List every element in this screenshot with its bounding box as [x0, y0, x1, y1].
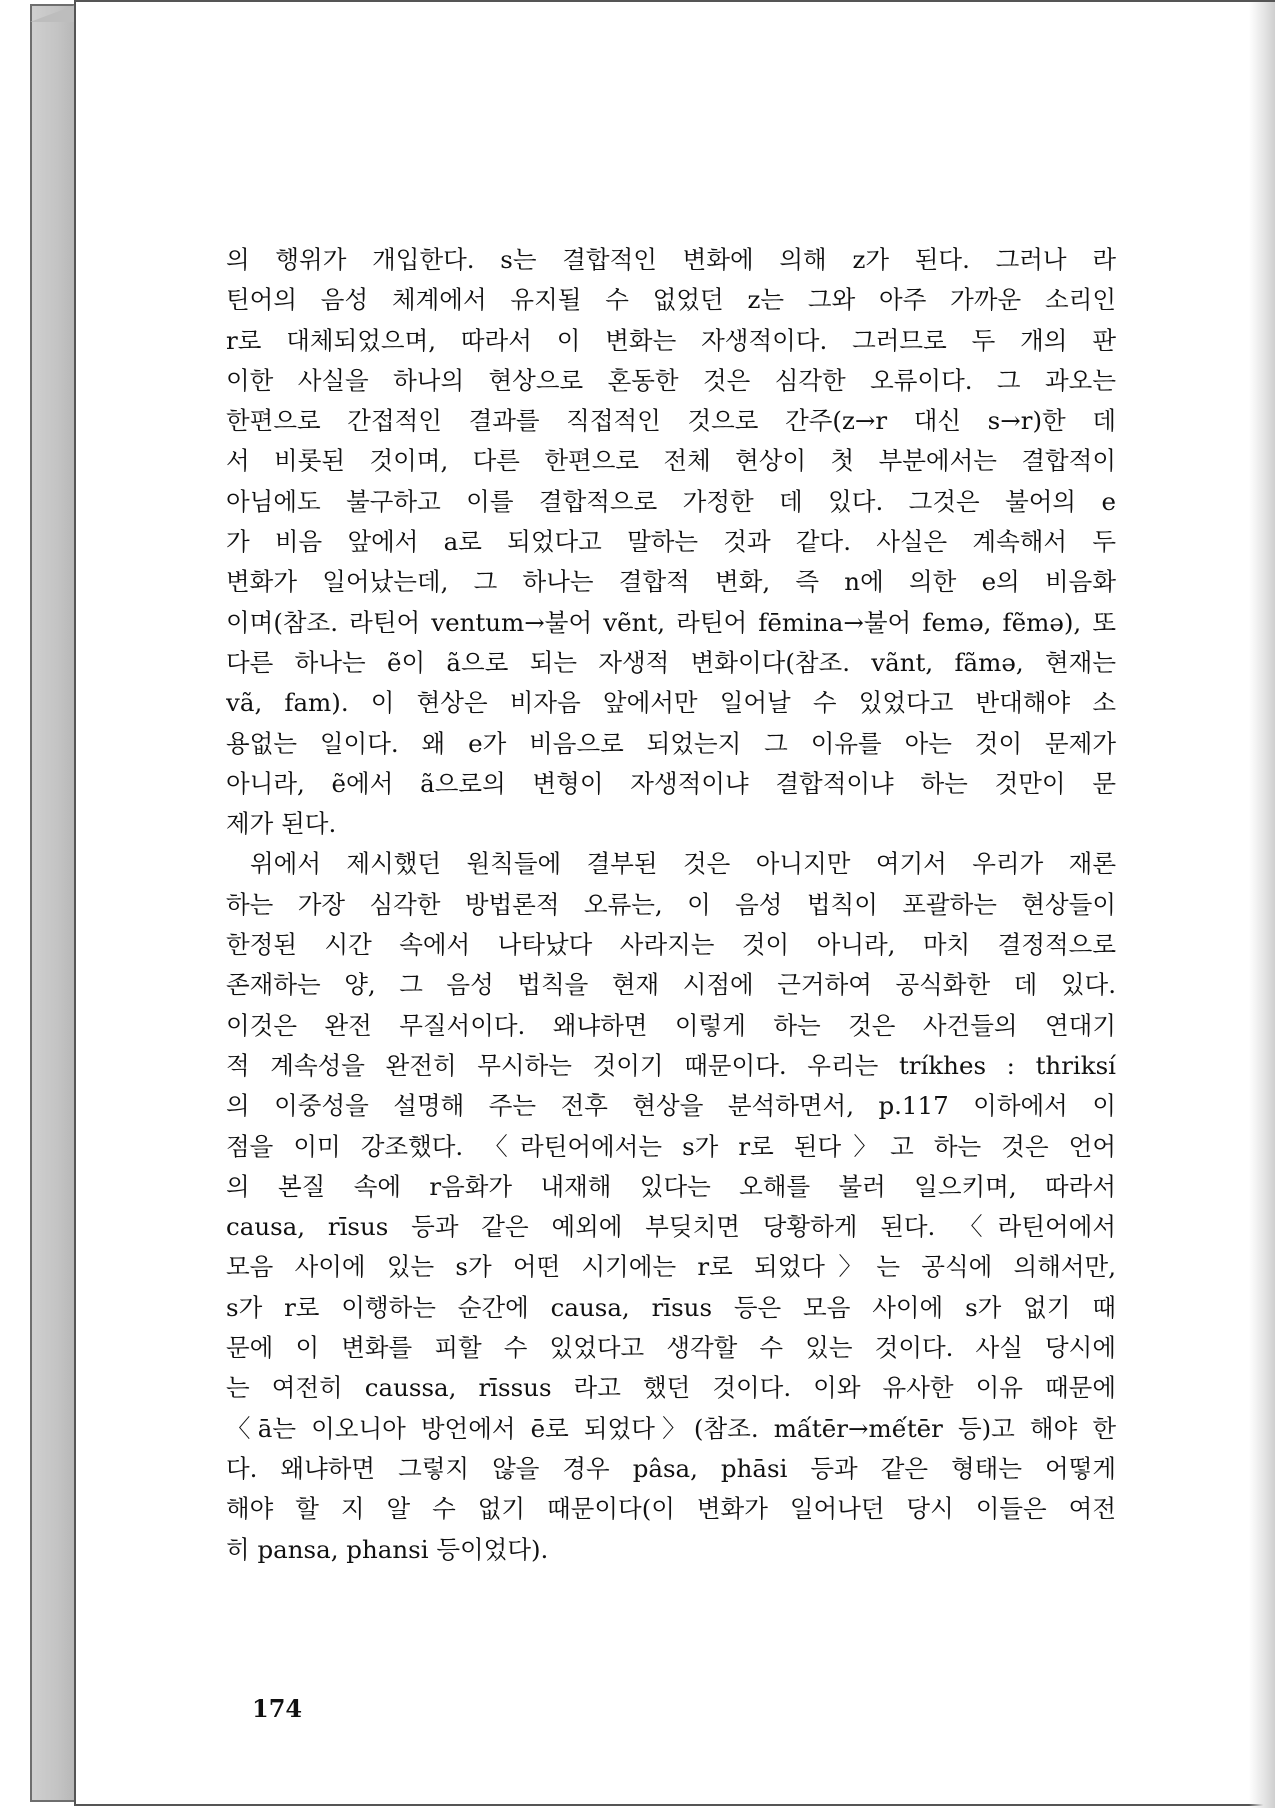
text-line: 모음 사이에 있는 s가 어떤 시기에는 r로 되었다〉는 공식에 의해서만,	[226, 1252, 1116, 1282]
text-line: 히 pansa, phansi 등이었다).	[226, 1534, 549, 1564]
text-line: 한정된 시간 속에서 나타났다 사라지는 것이 아니라, 마치 결정적으로	[226, 930, 1116, 960]
body-text	[226, 240, 1116, 1570]
text-line: causa, rīsus 등과 같은 예외에 부딪치면 당황하게 된다. 〈라틴어에서	[226, 1212, 1116, 1242]
text-line: 다른 하나는 ẽ이 ã으로 되는 자생적 변화이다(참조. vãnt, fãmə, 현재는	[226, 647, 1116, 677]
text-line: 이것은 완전 무질서이다. 왜냐하면 이렇게 하는 것은 사건들의 연대기	[226, 1010, 1116, 1040]
text-line: 〈ā는 이오니아 방언에서 ē로 되었다〉(참조. mấtēr→mếtēr 등)고 해야 한	[226, 1413, 1116, 1443]
text-line: 다. 왜냐하면 그렇지 않을 경우 pâsa, phāsi 등과 같은 형태는 어떻게	[226, 1453, 1116, 1483]
text-line: 가 비음 앞에서 a로 되었다고 말하는 것과 같다. 사실은 계속해서 두	[226, 527, 1116, 557]
text-line: 이한 사실을 하나의 현상으로 혼동한 것은 심각한 오류이다. 그 과오는	[226, 365, 1116, 395]
text-line: 변화가 일어났는데, 그 하나는 결합적 변화, 즉 n에 의한 e의 비음화	[226, 567, 1116, 597]
text-line: 의 행위가 개입한다. s는 결합적인 변화에 의해 z가 된다. 그러나 라	[226, 245, 1116, 274]
text-line: s가 r로 이행하는 순간에 causa, rīsus 등은 모음 사이에 s가 없기 때	[226, 1292, 1116, 1322]
text-line: 점을 이미 강조했다. 〈라틴어에서는 s가 r로 된다〉고 하는 것은 언어	[226, 1131, 1116, 1161]
text-line: 한편으로 간접적인 결과를 직접적인 것으로 간주(z→r 대신 s→r)한 데	[226, 406, 1116, 436]
text-line: 틴어의 음성 체계에서 유지될 수 없었던 z는 그와 아주 가까운 소리인	[226, 285, 1116, 315]
text-line: 제가 된다.	[226, 809, 337, 839]
text-line: 아니라, ẽ에서 ã으로의 변형이 자생적이냐 결합적이냐 하는 것만이 문	[226, 768, 1116, 798]
text-line: 는 여전히 caussa, rīssus 라고 했던 것이다. 이와 유사한 이유 때문에	[226, 1373, 1116, 1403]
text-line: 용없는 일이다. 왜 e가 비음으로 되었는지 그 이유를 아는 것이 문제가	[226, 728, 1116, 758]
text-line: 의 이중성을 설명해 주는 전후 현상을 분석하면서, p.117 이하에서 이	[226, 1091, 1116, 1121]
text-line: 해야 할 지 알 수 없기 때문이다(이 변화가 일어나던 당시 이들은 여전	[226, 1494, 1116, 1524]
text-line: 문에 이 변화를 피할 수 있었다고 생각할 수 있는 것이다. 사실 당시에	[226, 1333, 1116, 1363]
text-line: vã, fam). 이 현상은 비자음 앞에서만 일어날 수 있었다고 반대해야 소	[226, 688, 1116, 718]
text-line: 하는 가장 심각한 방법론적 오류는, 이 음성 법칙이 포괄하는 현상들이	[226, 889, 1116, 919]
text-line: 서 비롯된 것이며, 다른 한편으로 전체 현상이 첫 부분에서는 결합적이	[226, 446, 1116, 476]
book-spine	[30, 4, 76, 1802]
text-line: 아님에도 불구하고 이를 결합적으로 가정한 데 있다. 그것은 불어의 e	[226, 486, 1116, 516]
text-line: r로 대체되었으며, 따라서 이 변화는 자생적이다. 그러므로 두 개의 판	[226, 325, 1116, 355]
text-line: 위에서 제시했던 원칙들에 결부된 것은 아니지만 여기서 우리가 재론	[250, 849, 1116, 879]
page-edge-shadow	[1249, 2, 1275, 1808]
text-line: 존재하는 양, 그 음성 법칙을 현재 시점에 근거하여 공식화한 데 있다.	[226, 970, 1116, 1000]
text-line: 의 본질 속에 r음화가 내재해 있다는 오해를 불러 일으키며, 따라서	[226, 1171, 1116, 1201]
text-line: 적 계속성을 완전히 무시하는 것이기 때문이다. 우리는 tríkhes : thriksí	[226, 1050, 1116, 1080]
page-number: 174	[252, 1694, 303, 1723]
text-line: 이며(참조. 라틴어 ventum→불어 vẽnt, 라틴어 fēmina→불어 femə, fẽmə), 또	[226, 607, 1116, 637]
